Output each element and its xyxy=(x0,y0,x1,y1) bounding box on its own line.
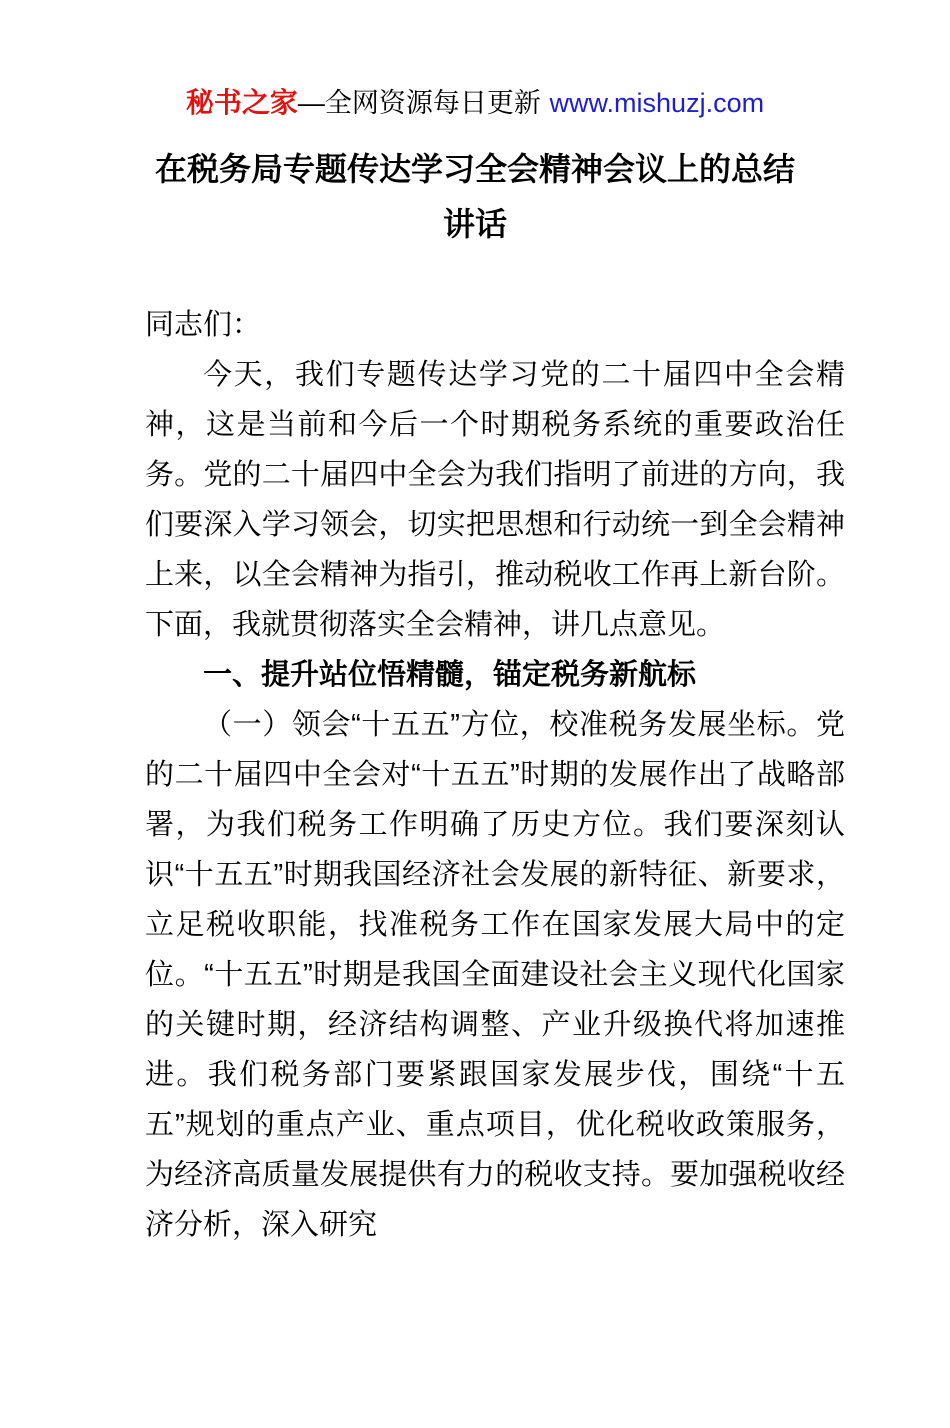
document-title xyxy=(60,142,890,252)
paragraph-intro: 今天，我们专题传达学习党的二十届四中全会精神，这是当前和今后一个时期税务系统的重要政治任务。党的二十届四中全会为我们指明了前进的方向，我们要深入学习领会，切实把思想和行动统一到全会精神上来，以全会精神为指引，推动税收工作再上新台阶。下面，我就贯彻落实全会精神，讲几点意见。 xyxy=(145,359,845,641)
site-tagline: —全网资源每日更新 xyxy=(297,88,541,118)
site-url[interactable]: www.mishuzj.com xyxy=(549,88,765,118)
site-watermark xyxy=(0,84,950,122)
document-body xyxy=(145,300,845,1250)
paragraph-salutation: 同志们： xyxy=(145,309,262,341)
section-heading-1: 一、提升站位悟精髓，锚定税务新航标 xyxy=(203,659,697,691)
site-brand: 秘书之家 xyxy=(185,87,298,118)
paragraph-section-1-1: （一）领会“十五五”方位，校准税务发展坐标。党的二十届四中全会对“十五五”时期的发展作出了战略部署，为我们税务工作明确了历史方位。我们要深刻认识“十五五”时期我国经济社会发展的新特征、新要求，立足税收职能，找准税务工作在国家发展大局中的定位。“十五五”时期是我国全面建设社会主义现代化国家的关键时期，经济结构调整、产业升级换代将加速推进。我们税务部门要紧跟国家发展步伐，围绕“十五五”规划的重点产业、重点项目，优化税收政策服务，为经济高质量发展提供有力的税收支持。要加强税收经济分析，深入研究 xyxy=(145,709,845,1241)
document-title-line1: 在税务局专题传达学习全会精神会议上的总结 xyxy=(154,151,795,187)
document-page xyxy=(0,84,950,1428)
document-title-line2: 讲话 xyxy=(442,206,507,242)
